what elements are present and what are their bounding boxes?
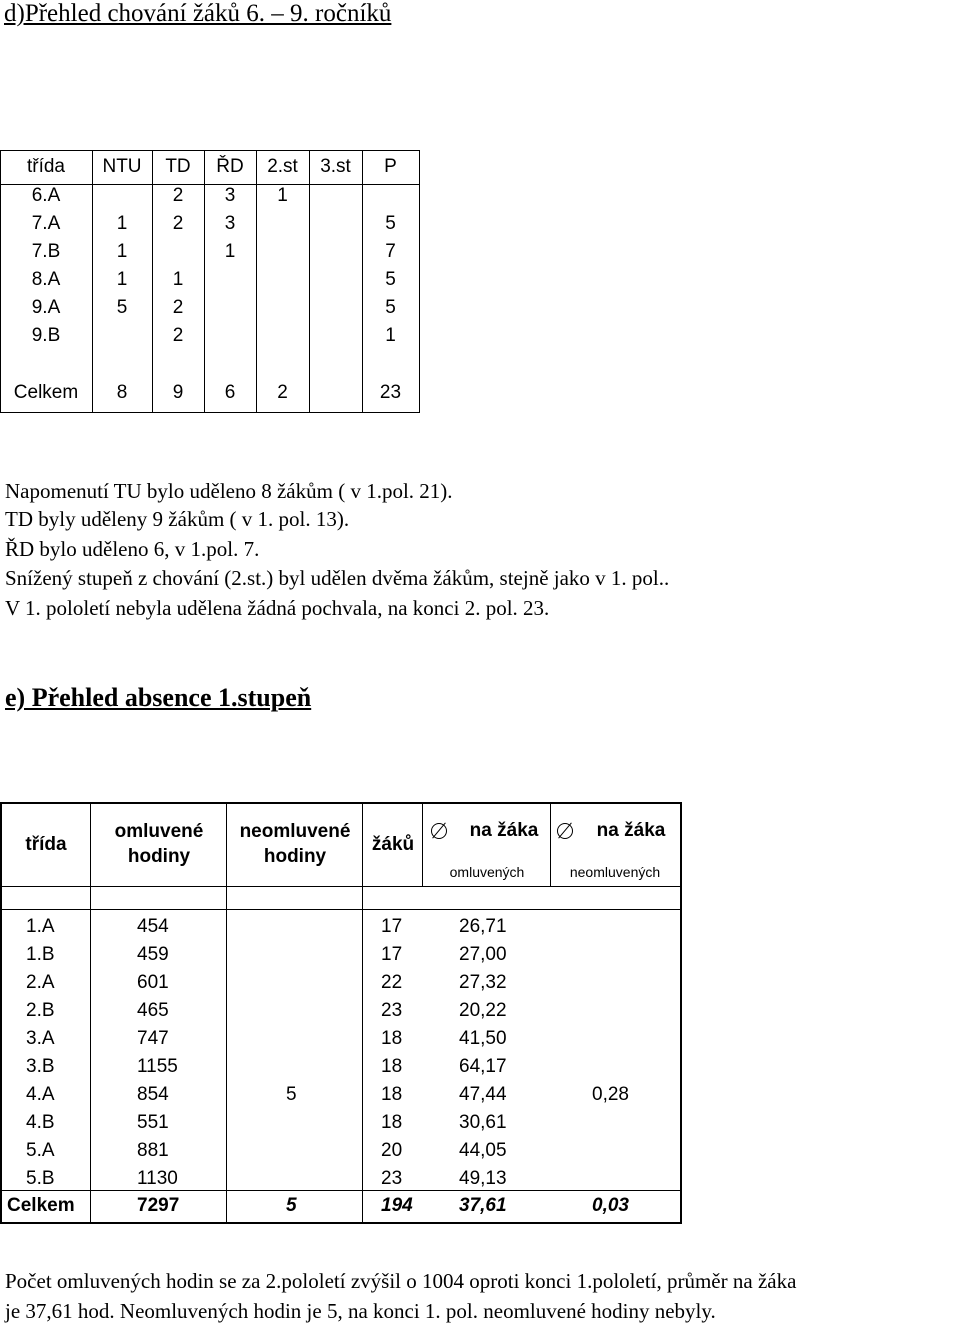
cell-avg-neomluvenych: 0,28 (592, 1084, 629, 1105)
cell-avg-omluvenych: 26,71 (459, 916, 507, 937)
cell-rd: 3 (224, 185, 236, 206)
cell-omluvene: 465 (137, 1000, 169, 1021)
cell-zaku: 23 (381, 1000, 403, 1021)
cell-zaku: 23 (381, 1168, 403, 1189)
cell-avg-omluvenych: 27,32 (459, 972, 507, 993)
cell-p: 5 (385, 297, 396, 318)
header-trida: třída (25, 834, 67, 855)
cell-rd: 1 (224, 241, 236, 262)
cell-trida: 6.A (31, 185, 61, 206)
cell-trida: 7.A (31, 213, 61, 234)
cell-ntu: 5 (116, 297, 128, 318)
cell-zaku: 20 (381, 1140, 403, 1161)
cell-trida: 2.A (26, 972, 55, 993)
total-p: 23 (379, 382, 402, 403)
header-omluvene: omluvené hodiny (114, 821, 204, 867)
cell-zaku: 17 (381, 944, 403, 965)
cell-neomluvene: 5 (286, 1084, 297, 1105)
absence-table (0, 802, 681, 1222)
cell-avg-omluvenych: 41,50 (459, 1028, 507, 1049)
cell-omluvene: 881 (137, 1140, 169, 1161)
cell-trida: 4.B (26, 1112, 55, 1133)
header-rd: ŘD (216, 156, 244, 177)
cell-avg-omluvenych: 47,44 (459, 1084, 507, 1105)
average-symbol-icon (431, 823, 447, 839)
cell-avg-omluvenych: 20,22 (459, 1000, 507, 1021)
cell-p: 1 (385, 325, 396, 346)
summary-line: je 37,61 hod. Neomluvených hodin je 5, na konci 1. pol. neomluvené hodiny nebyly. (5, 1299, 716, 1323)
cell-avg-omluvenych: 64,17 (459, 1056, 507, 1077)
cell-st2: 1 (277, 185, 288, 206)
cell-avg-omluvenych: 44,05 (459, 1140, 507, 1161)
cell-omluvene: 747 (137, 1028, 169, 1049)
total-avg-omluvenych: 37,61 (459, 1195, 507, 1216)
cell-rd: 3 (224, 213, 236, 234)
cell-trida: 1.A (26, 916, 55, 937)
total-neomluvene: 5 (286, 1195, 297, 1216)
total-zaku: 194 (381, 1195, 413, 1216)
cell-td: 1 (172, 269, 184, 290)
total-ntu: 8 (116, 382, 128, 403)
cell-zaku: 17 (381, 916, 403, 937)
cell-avg-omluvenych: 49,13 (459, 1168, 507, 1189)
total-trida: Celkem (13, 382, 79, 403)
header-trida: třída (26, 156, 66, 177)
cell-td: 2 (172, 297, 184, 318)
cell-avg-omluvenych: 30,61 (459, 1112, 507, 1133)
cell-trida: 3.A (26, 1028, 55, 1049)
cell-trida: 2.B (26, 1000, 55, 1021)
header-avg-neomluvenych: na žáka (596, 820, 666, 841)
paragraph: TD byly uděleny 9 žákům ( v 1. pol. 13). (5, 507, 350, 531)
cell-zaku: 18 (381, 1084, 403, 1105)
cell-td: 2 (172, 185, 184, 206)
header-p: P (384, 156, 397, 177)
cell-zaku: 22 (381, 972, 403, 993)
behaviour-table (0, 150, 420, 412)
cell-zaku: 18 (381, 1056, 403, 1077)
cell-zaku: 18 (381, 1028, 403, 1049)
summary-line: Počet omluvených hodin se za 2.pololetí zvýšil o 1004 oproti konci 1.pololetí, průměr na žáka (5, 1269, 797, 1293)
header-avg-neomluvenych-sub: neomluvených (569, 864, 661, 880)
cell-omluvene: 1155 (137, 1056, 178, 1077)
header-ntu: NTU (102, 156, 142, 177)
cell-ntu: 1 (116, 269, 128, 290)
cell-omluvene: 601 (137, 972, 169, 993)
header-td: TD (165, 156, 191, 177)
cell-p: 5 (385, 269, 396, 290)
header-st2: 2.st (267, 156, 298, 177)
cell-omluvene: 454 (137, 916, 169, 937)
cell-p: 5 (385, 213, 396, 234)
cell-omluvene: 1130 (137, 1168, 178, 1189)
header-neomluvene: neomluvené hodiny (239, 821, 351, 867)
cell-zaku: 18 (381, 1112, 403, 1133)
total-td: 9 (172, 382, 184, 403)
total-rd: 6 (224, 382, 236, 403)
section-heading-behaviour: d)Přehled chování žáků 6. – 9. ročníků (4, 0, 392, 27)
cell-ntu: 1 (116, 241, 128, 262)
average-symbol-icon (557, 823, 573, 839)
total-avg-neomluvenych: 0,03 (592, 1195, 629, 1216)
total-trida: Celkem (7, 1195, 75, 1216)
cell-trida: 4.A (26, 1084, 55, 1105)
total-st2: 2 (277, 382, 288, 403)
cell-ntu: 1 (116, 213, 128, 234)
cell-omluvene: 551 (137, 1112, 169, 1133)
cell-trida: 9.B (31, 325, 61, 346)
cell-trida: 8.A (31, 269, 61, 290)
section-heading-absence: e) Přehled absence 1.stupeň (5, 683, 312, 712)
cell-avg-omluvenych: 27,00 (459, 944, 507, 965)
cell-trida: 5.A (26, 1140, 55, 1161)
cell-trida: 9.A (31, 297, 61, 318)
paragraph: Napomenutí TU bylo uděleno 8 žákům ( v 1.pol. 21). (5, 479, 453, 503)
cell-omluvene: 459 (137, 944, 169, 965)
paragraph: Snížený stupeň z chování (2.st.) byl udělen dvěma žákům, stejně jako v 1. pol.. (5, 566, 670, 590)
cell-trida: 5.B (26, 1168, 55, 1189)
cell-td: 2 (172, 325, 184, 346)
cell-trida: 7.B (31, 241, 61, 262)
cell-trida: 3.B (26, 1056, 55, 1077)
cell-trida: 1.B (26, 944, 55, 965)
cell-omluvene: 854 (137, 1084, 169, 1105)
paragraph: ŘD bylo uděleno 6, v 1.pol. 7. (5, 537, 260, 561)
header-zaku: žáků (371, 834, 415, 855)
header-avg-omluvenych-sub: omluvených (449, 864, 525, 880)
cell-p: 7 (385, 241, 396, 262)
header-avg-omluvenych: na žáka (469, 820, 539, 841)
header-st3: 3.st (320, 156, 351, 177)
total-omluvene: 7297 (137, 1195, 180, 1216)
cell-td: 2 (172, 213, 184, 234)
paragraph: V 1. pololetí nebyla udělena žádná pochvala, na konci 2. pol. 23. (5, 596, 550, 620)
